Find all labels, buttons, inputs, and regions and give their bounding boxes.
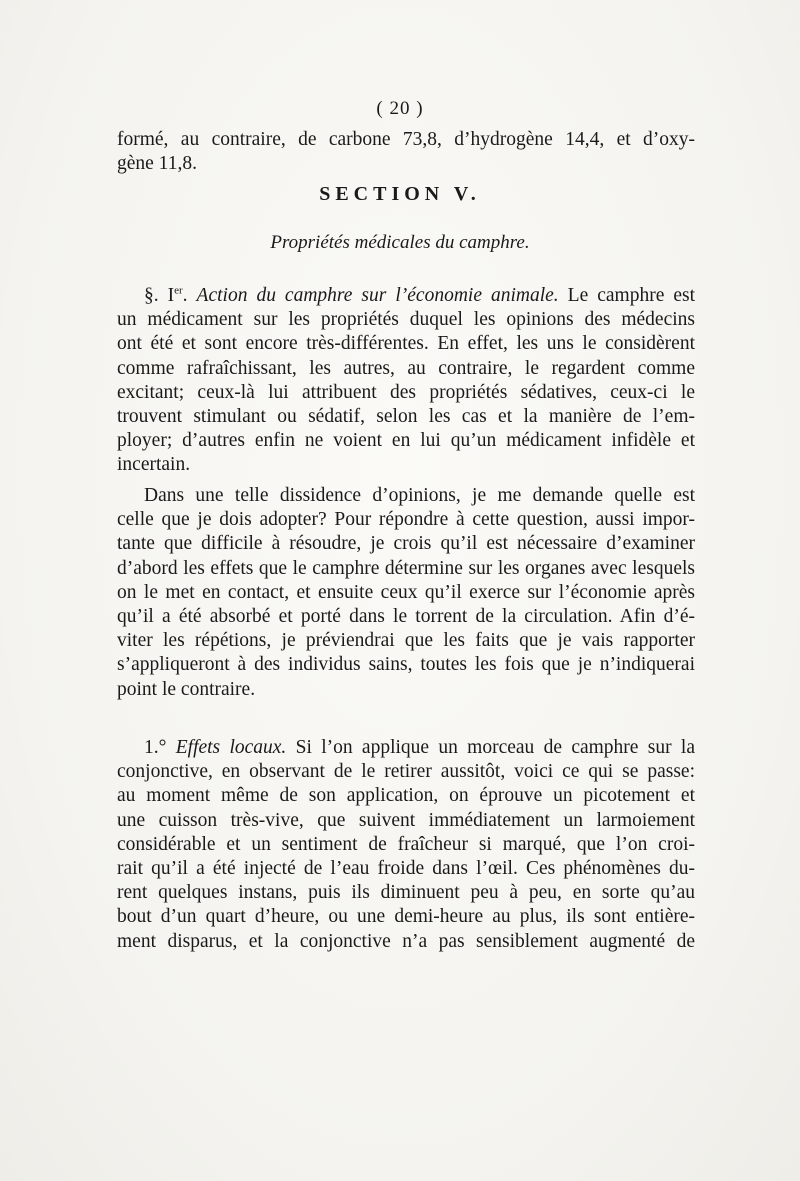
text-line: ment disparus, et la conjonctive n’a pas sensiblement augmenté de — [117, 930, 695, 952]
text-line: d’abord les effets que le camphre détermine sur les organes avec lesquels — [117, 557, 695, 579]
text-line: bout d’un quart d’heure, ou une demi-heure au plus, ils sont entière- — [117, 906, 695, 928]
page-number: ( 20 ) — [376, 98, 424, 119]
paragraph-continued — [117, 128, 695, 176]
text-line: incertain. — [117, 454, 191, 476]
paragraph-mark: §. I — [144, 285, 175, 306]
text-line: une cuisson très-vive, que suivent immédiatement un larmoiement — [117, 809, 695, 831]
text-line: tante que difficile à résoudre, je crois qu’il est nécessaire d’examiner — [117, 533, 695, 555]
text-fragment: Si l’on applique un morceau de camphre sur la — [286, 737, 695, 758]
paragraph-effets-locaux — [117, 736, 695, 954]
text-line-first: Dans une telle dissidence d’opinions, je me demande quelle est — [144, 485, 695, 506]
text-fragment: Le camphre est — [558, 285, 696, 306]
text-line: comme rafraîchissant, les autres, au contraire, le regardent comme — [117, 357, 695, 379]
text-line: ployer; d’autres enfin ne voient en lui qu’un médicament infidèle et — [117, 430, 695, 452]
text-line: rait qu’il a été injecté de l’eau froide dans l’œil. Ces phénomènes du- — [117, 858, 695, 880]
paragraph-mark-superscript: er — [174, 284, 183, 297]
paragraph-dissidence — [117, 484, 695, 702]
text-line-first: §. Ier. Action du camphre sur l’économie animale. Le camphre est — [144, 284, 696, 306]
text-line: excitant; ceux-là lui attribuent des propriétés sédatives, ceux-ci le — [117, 381, 695, 403]
text-line: celle que je dois adopter? Pour répondre à cette question, aussi impor- — [117, 509, 695, 531]
paragraph-heading: Action du camphre sur l’économie animale. — [196, 285, 559, 306]
section-subtitle: Propriétés médicales du camphre. — [270, 232, 530, 253]
text-line: considérable et un sentiment de fraîcheur si marqué, que l’on croi- — [117, 833, 695, 855]
text-line: point le contraire. — [117, 678, 256, 700]
text-line: conjonctive, en observant de le retirer aussitôt, voici ce qui se passe: — [117, 761, 695, 783]
text-line: viter les répétions, je préviendrai que les faits que je vais rapporter — [117, 630, 695, 652]
text-line: s’appliqueront à des individus sains, toutes les fois que je n’indiquerai — [117, 654, 695, 676]
paragraph-heading: Effets locaux. — [175, 737, 287, 758]
text-line: trouvent stimulant ou sédatif, selon les cas et la manière de l’em- — [117, 406, 695, 428]
text-line: formé, au contraire, de carbone 73,8, d’hydrogène 14,4, et d’oxy- — [117, 129, 695, 150]
text-line: qu’il a été absorbé et porté dans le torrent de la circulation. Afin d’é- — [117, 606, 695, 628]
paragraph-action-camphre — [117, 284, 695, 478]
text-line: au moment même de son application, on éprouve un picotement et — [117, 785, 695, 807]
section-heading: SECTION V. — [319, 183, 481, 205]
text-line: un médicament sur les propriétés duquel les opinions des médecins — [117, 309, 695, 331]
text-line-first — [117, 736, 695, 760]
text-line: on le met en contact, et ensuite ceux qu’il exerce sur l’économie après — [117, 581, 695, 603]
item-number: 1.° — [144, 737, 176, 758]
text-line: ont été et sont encore très-différentes. En effet, les uns le considèrent — [117, 333, 695, 355]
text-line: gène 11,8. — [117, 153, 197, 175]
text-line: rent quelques instans, puis ils diminuent peu à peu, en sorte qu’au — [117, 882, 695, 904]
